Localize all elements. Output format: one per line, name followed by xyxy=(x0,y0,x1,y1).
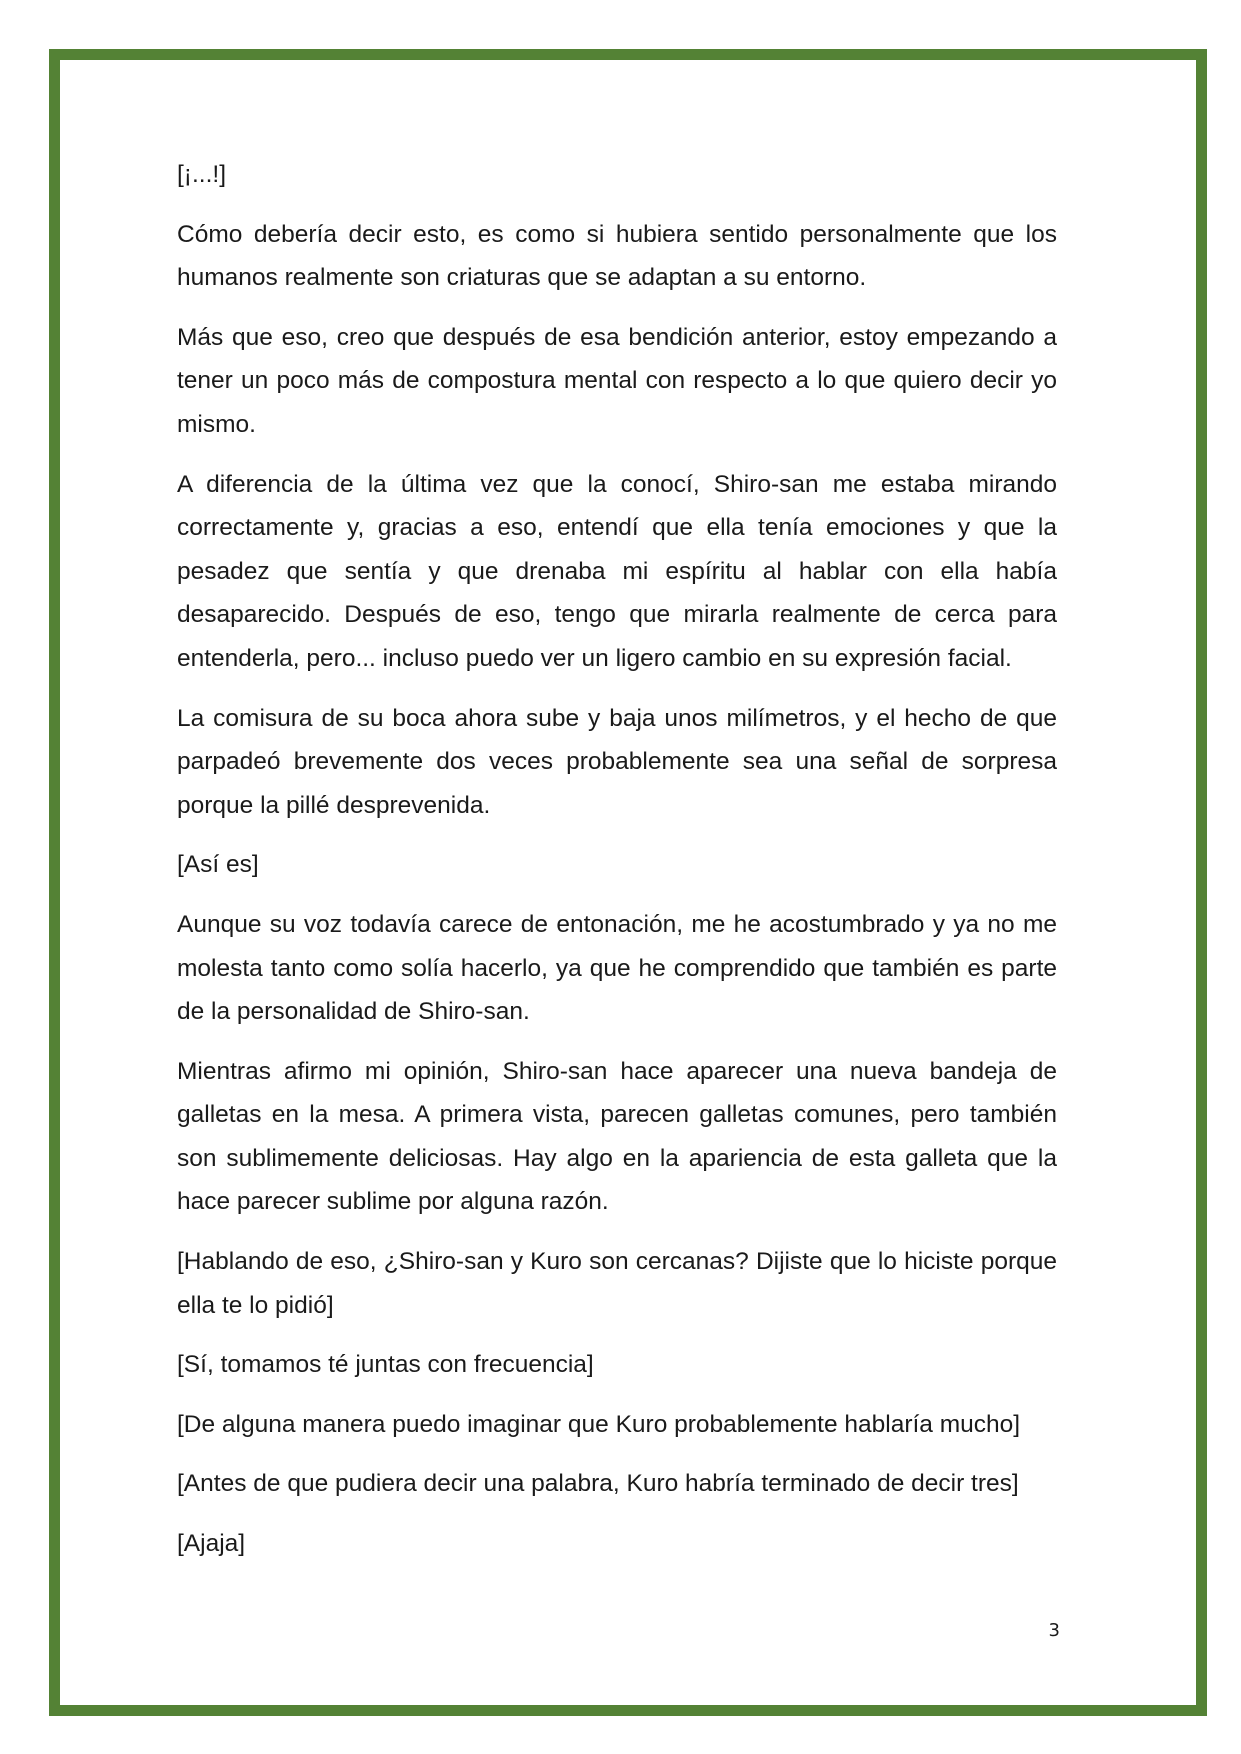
paragraph: [Sí, tomamos té juntas con frecuencia] xyxy=(177,1351,594,1379)
paragraph: [Antes de que pudiera decir una palabra, Kuro habría terminado de decir tres] xyxy=(177,1470,1019,1498)
paragraph: [Hablando de eso, ¿Shiro-san y Kuro son cercanas? Dijiste que lo hiciste porque ella te lo pidió] xyxy=(177,1248,1057,1319)
paragraph: A diferencia de la última vez que la conocí, Shiro-san me estaba mirando correctamente y, gracias a eso, entendí que ella tenía emociones y que la pesadez que sentía y que drenaba mi espíritu al hablar con ella había desaparecido. Después de eso, tengo que mirarla realmente de cerca para entenderla, pero... incluso puedo ver un ligero cambio en su expresión facial. xyxy=(177,470,1057,672)
paragraph: Cómo debería decir esto, es como si hubiera sentido personalmente que los humanos realmente son criaturas que se adaptan a su entorno. xyxy=(177,220,1057,292)
paragraph: [Ajaja] xyxy=(177,1530,246,1558)
paragraph: [¡...!] xyxy=(177,161,226,188)
paragraph: Mientras afirmo mi opinión, Shiro-san hace aparecer una nueva bandeja de galletas en la mesa. A primera vista, parecen galletas comunes, pero también son sublimemente deliciosas. Hay algo en la apariencia de esta galleta que la hace parecer sublime por alguna razón. xyxy=(177,1057,1057,1216)
document-body xyxy=(177,153,1057,1582)
paragraph: Más que eso, creo que después de esa bendición anterior, estoy empezando a tener un poco más de compostura mental con respecto a lo que quiero decir yo mismo. xyxy=(177,323,1057,438)
paragraph: [De alguna manera puedo imaginar que Kuro probablemente hablaría mucho] xyxy=(177,1410,1021,1438)
paragraph: Aunque su voz todavía carece de entonación, me he acostumbrado y ya no me molesta tanto como solía hacerlo, ya que he comprendido que también es parte de la personalidad de Shiro-san. xyxy=(177,910,1057,1026)
paragraph: La comisura de su boca ahora sube y baja unos milímetros, y el hecho de que parpadeó brevemente dos veces probablemente sea una señal de sorpresa porque la pillé desprevenida. xyxy=(177,704,1057,819)
paragraph: [Así es] xyxy=(177,851,259,879)
page-number: 3 xyxy=(1048,1620,1060,1641)
